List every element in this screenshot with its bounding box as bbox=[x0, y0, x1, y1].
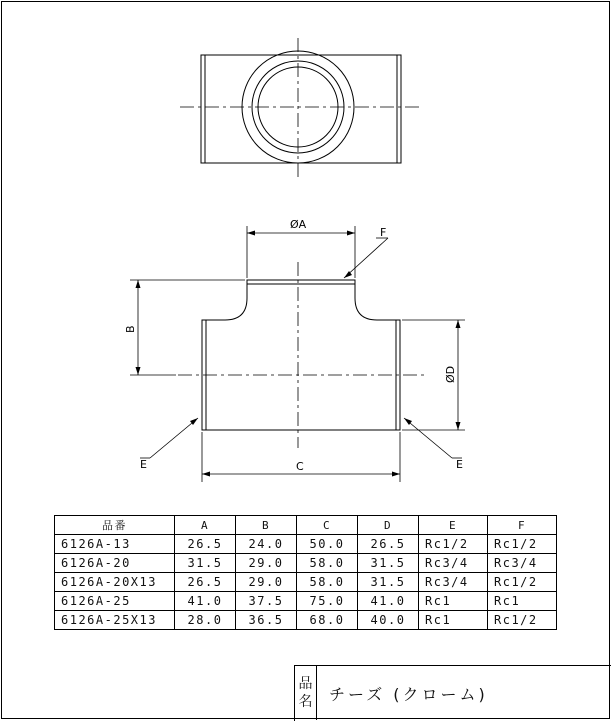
f-cell: Rc1/2 bbox=[488, 611, 557, 630]
part-number-cell: 6126A-20X13 bbox=[55, 573, 175, 592]
part-number-cell: 6126A-20 bbox=[55, 554, 175, 573]
part-number-cell: 6126A-25 bbox=[55, 592, 175, 611]
part-number-cell: 6126A-25X13 bbox=[55, 611, 175, 630]
front-view bbox=[178, 262, 424, 448]
dimension-a-label: ØA bbox=[290, 218, 307, 231]
c-cell: 58.0 bbox=[297, 573, 358, 592]
f-cell: Rc1/2 bbox=[488, 535, 557, 554]
b-cell: 29.0 bbox=[236, 573, 297, 592]
e-cell: Rc3/4 bbox=[419, 554, 488, 573]
spec-table-header-row bbox=[55, 516, 557, 535]
c-cell: 58.0 bbox=[297, 554, 358, 573]
header-c: C bbox=[297, 516, 358, 535]
header-d: D bbox=[358, 516, 419, 535]
c-cell: 68.0 bbox=[297, 611, 358, 630]
dimension-c bbox=[202, 432, 400, 482]
dimension-e-left-leader bbox=[140, 418, 198, 458]
header-a: A bbox=[175, 516, 236, 535]
f-cell: Rc1/2 bbox=[488, 573, 557, 592]
e-cell: Rc1 bbox=[419, 611, 488, 630]
b-cell: 29.0 bbox=[236, 554, 297, 573]
f-cell: Rc1 bbox=[488, 592, 557, 611]
spec-table bbox=[54, 515, 557, 630]
f-cell: Rc3/4 bbox=[488, 554, 557, 573]
d-cell: 31.5 bbox=[358, 573, 419, 592]
d-cell: 41.0 bbox=[358, 592, 419, 611]
header-e: E bbox=[419, 516, 488, 535]
title-block-label: 品名 bbox=[295, 666, 317, 720]
table-row bbox=[55, 554, 557, 573]
c-cell: 50.0 bbox=[297, 535, 358, 554]
e-cell: Rc1/2 bbox=[419, 535, 488, 554]
part-number-cell: 6126A-13 bbox=[55, 535, 175, 554]
dimension-c-label: C bbox=[296, 460, 304, 473]
d-cell: 31.5 bbox=[358, 554, 419, 573]
dimension-a bbox=[247, 226, 355, 278]
d-cell: 26.5 bbox=[358, 535, 419, 554]
dimension-d-label: ØD bbox=[444, 365, 457, 383]
a-cell: 26.5 bbox=[175, 573, 236, 592]
e-cell: Rc3/4 bbox=[419, 573, 488, 592]
header-b: B bbox=[236, 516, 297, 535]
dimension-e-right-label: E bbox=[456, 458, 463, 471]
title-block bbox=[294, 665, 611, 721]
tee-outline bbox=[202, 280, 400, 430]
d-cell: 40.0 bbox=[358, 611, 419, 630]
header-f: F bbox=[488, 516, 557, 535]
header-part-number: 品番 bbox=[55, 516, 175, 535]
b-cell: 36.5 bbox=[236, 611, 297, 630]
b-cell: 24.0 bbox=[236, 535, 297, 554]
table-row bbox=[55, 592, 557, 611]
e-cell: Rc1 bbox=[419, 592, 488, 611]
b-cell: 37.5 bbox=[236, 592, 297, 611]
a-cell: 28.0 bbox=[175, 611, 236, 630]
a-cell: 26.5 bbox=[175, 535, 236, 554]
dimension-b bbox=[130, 280, 245, 375]
a-cell: 41.0 bbox=[175, 592, 236, 611]
table-row bbox=[55, 611, 557, 630]
dimension-e-right-leader bbox=[404, 418, 462, 458]
a-cell: 31.5 bbox=[175, 554, 236, 573]
dimension-e-left-label: E bbox=[140, 458, 147, 471]
c-cell: 75.0 bbox=[297, 592, 358, 611]
dimension-f-leader bbox=[344, 238, 388, 278]
dimension-f-label: F bbox=[380, 226, 387, 239]
top-view bbox=[180, 38, 420, 180]
dimension-b-label: B bbox=[124, 325, 137, 333]
product-name: チーズ (クローム) bbox=[329, 685, 488, 704]
table-row bbox=[55, 535, 557, 554]
table-row bbox=[55, 573, 557, 592]
